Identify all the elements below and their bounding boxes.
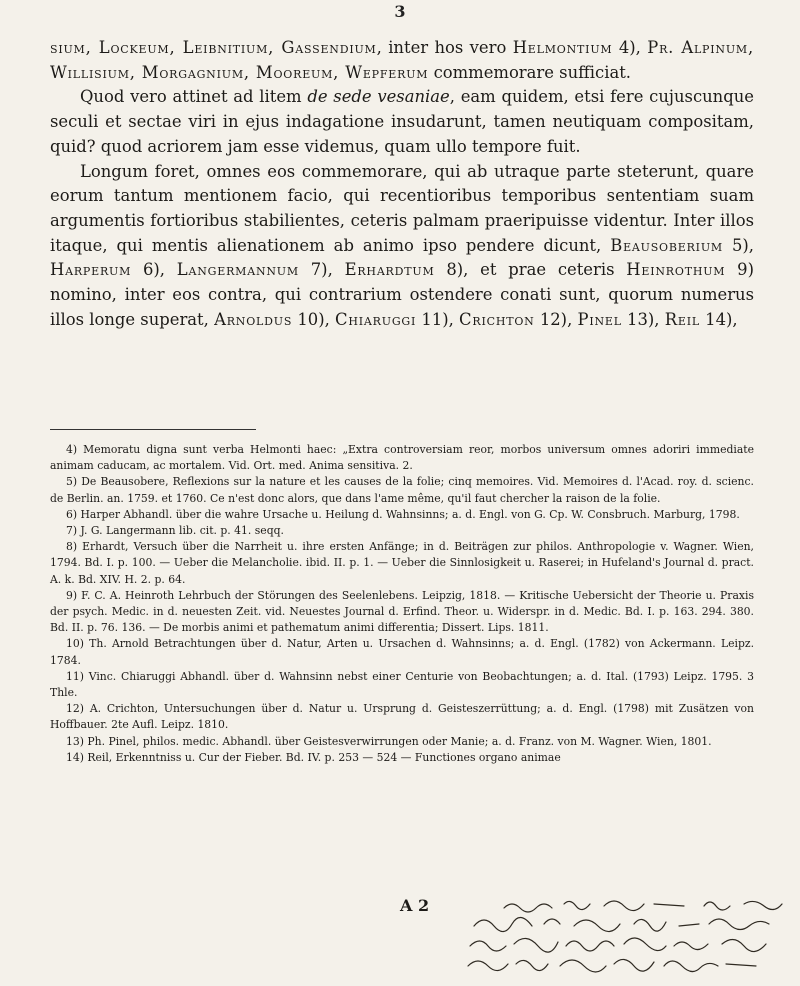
footnote-12: 12) A. Crichton, Untersuchungen über d. Natur u. Ursprung d. Geisteszerrüttung; a. d. Engl. (1798) mit Zusätzen von Hoffbauer. 2te Aufl. Leipz. 1810. xyxy=(50,702,754,732)
signature-mark: A 2 xyxy=(400,896,430,915)
paragraph-1: sium, Lockeum, Leibnitium, Gassendium, inter hos vero Helmontium 4), Pr. Alpinum, Willisium, Morgagnium, Mooreum, Wepferum commemorare sufficiat. xyxy=(50,38,754,82)
footnote-14: 14) Reil, Erkenntniss u. Cur der Fieber. Bd. IV. p. 253 — 524 — Functiones organo animae xyxy=(66,750,561,764)
footnote-10: 10) Th. Arnold Betrachtungen über d. Natur, Arten u. Ursachen d. Wahnsinns; a. d. Engl. (1782) von Ackermann. Leipz. 1784. xyxy=(50,637,754,667)
paragraph-2: Quod vero attinet ad litem de sede vesaniae, eam quidem, etsi fere cujuscunque seculi et sectae viri in ejus indagatione insudarunt, tamen neutiquam compositam, quid? quod acriorem jam esse videmus, quam ullo tempore fuit. xyxy=(50,87,754,156)
footnote-11: 11) Vinc. Chiaruggi Abhandl. über d. Wahnsinn nebst einer Centurie von Beobachtungen; a. d. Ital. (1793) Leipz. 1795. 3 Thle. xyxy=(50,669,754,700)
footnote-4: 4) Memoratu digna sunt verba Helmonti haec: „Extra controversiam reor, morbos universum omnes adoriri immediate animam caducam, ac mortalem. Vid. Ort. med. Anima sensitiva. 2. xyxy=(50,443,754,473)
footnotes xyxy=(50,442,754,766)
handwritten-annotation xyxy=(464,898,794,984)
footnote-6: 6) Harper Abhandl. über die wahre Ursache u. Heilung d. Wahnsinns; a. d. Engl. von G. Cp. W. Consbruch. Marburg, 1798. xyxy=(66,507,740,521)
footnote-9: 9) F. C. A. Heinroth Lehrbuch der Störungen des Seelenlebens. Leipzig, 1818. — Kritische Uebersicht der Theorie u. Praxis der psych. Medic. in d. neuesten Zeit. vid. Neuestes Journal d. Erfind. Theor. u. Widerspr. in d. Medic. Bd. I. p. 163. 294. 380. Bd. II. p. 76. 136. — De morbis animi et pathematum animi differentia; Dissert. Lips. 1811. xyxy=(50,588,754,635)
footnote-divider xyxy=(50,429,256,430)
footnote-13: 13) Ph. Pinel, philos. medic. Abhandl. über Geistesverwirrungen oder Manie; a. d. Franz. von M. Wagner. Wien, 1801. xyxy=(66,734,712,748)
paragraph-3: Longum foret, omnes eos commemorare, qui ab utraque parte steterunt, quare eorum tantum mentionem facio, qui recentioribus temporibus sententiam suam argumentis fortioribus stabilientes, ceteris palmam praeripuisse videntur. Inter illos itaque, qui mentis alienationem ab animo ipso pendere dicunt, Beausoberium 5), Harperum 6), Langermannum 7), Erhardtum 8), et prae ceteris Heinrothum 9) nomino, inter eos contra, qui contrarium ostendere conati sunt, quorum numerus illos longe superat, Arnoldus 10), Chiaruggi 11), Crichton 12), Pinel 13), Reil 14), xyxy=(50,161,754,329)
main-text xyxy=(50,36,754,332)
footnote-5: 5) De Beausobere, Reflexions sur la nature et les causes de la folie; cinq memoires. Vid. Memoires d. l'Acad. roy. d. scienc. de Berlin. an. 1759. et 1760. Ce n'est donc alors, que dans l'ame même, qu'il faut chercher la raison de la folie. xyxy=(50,475,754,505)
footnote-7: 7) J. G. Langermann lib. cit. p. 41. seqq. xyxy=(66,524,284,538)
page-number: 3 xyxy=(394,2,406,21)
footnote-8: 8) Erhardt, Versuch über die Narrheit u. ihre ersten Anfänge; in d. Beiträgen zur philos. Anthropologie v. Wagner. Wien, 1794. Bd. I. p. 100. — Ueber die Melancholie. ibid. II. p. 1. — Ueber die Sinnlosigkeit u. Raserei; in Hufeland's Journal d. pract. A. k. Bd. XIV. H. 2. p. 64. xyxy=(50,540,754,586)
